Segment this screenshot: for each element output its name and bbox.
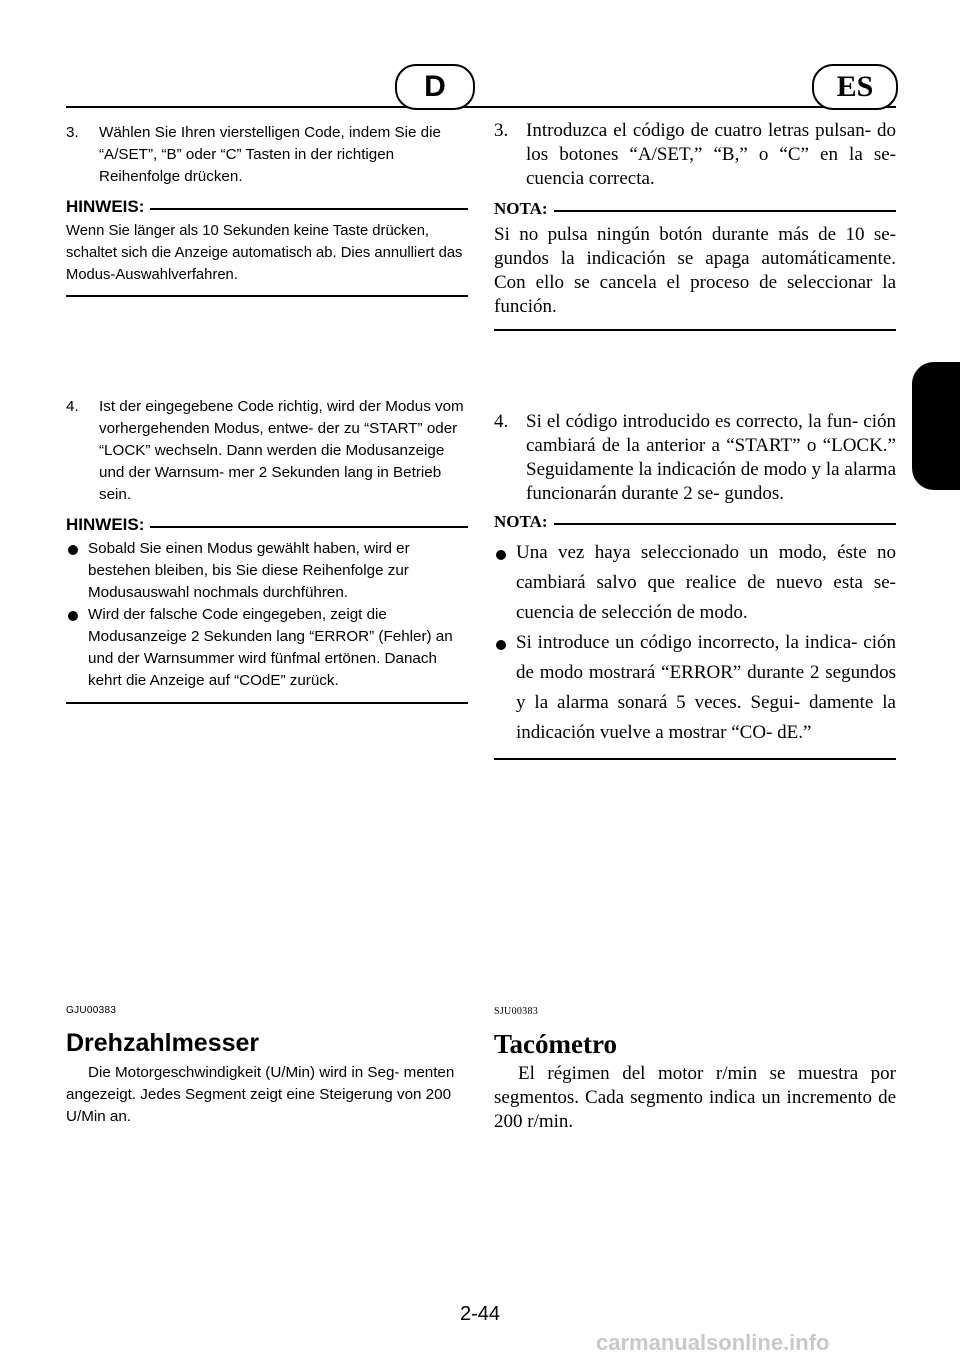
es-note1-rule: [554, 210, 896, 212]
es-note2-end-rule: [494, 758, 896, 760]
de-step4-text: Ist der eingegebene Code richtig, wird der Modus vom vorhergehenden Modus, entwe- der zu “START” oder “LOCK” wechseln. Dann werden die Modusanzeige und der Warnsum- mer 2 Sekunden lang in Betrieb sein.: [99, 398, 464, 503]
es-note2-bullet: [494, 628, 896, 748]
de-note2-bullet-text: Wird der falsche Code eingegeben, zeigt die Modusanzeige 2 Sekunden lang “ERROR” (Fehler) an und der Warnsummer wird fünfmal ertönen. Danach kehrt die Anzeige auf “COdE” zurück.: [88, 606, 453, 689]
es-step4: [494, 410, 896, 506]
de-note2-bullet: [66, 538, 468, 604]
es-note2-rule: [554, 523, 896, 525]
de-note2-heading: [66, 514, 468, 536]
de-note2-end-rule: [66, 702, 468, 704]
de-note2-label: HINWEIS:: [66, 515, 145, 534]
es-section-text: El régimen del motor r/min se muestra por segmentos. Cada segmento indica un incremento de 200 r/min.: [494, 1063, 896, 1132]
bullet-icon: [494, 542, 516, 632]
es-tachometer-section: [494, 1000, 896, 1134]
de-step3-text: Wählen Sie Ihren vierstelligen Code, indem Sie die “A/SET”, “B” oder “C” Tasten in der richtigen Reihenfolge drücken.: [99, 124, 441, 185]
de-section-title: Drehzahlmesser: [66, 1029, 260, 1057]
de-note1-end-rule: [66, 295, 468, 297]
de-step3-number: 3.: [66, 124, 79, 141]
de-section-text: Die Motorgeschwindigkeit (U/Min) wird in Seg- menten angezeigt. Jedes Segment zeigt eine Steigerung von 200 U/Min an.: [66, 1064, 455, 1125]
language-badge-es: ES: [812, 64, 898, 110]
language-badge-de: D: [395, 64, 475, 110]
de-tachometer-section: [66, 1000, 468, 1128]
es-note2-bullet-text: Una vez haya seleccionado un modo, éste no cambiará salvo que realice de nuevo esta se- cuencia de selección de modo.: [516, 542, 896, 623]
de-note2-bullet: [66, 604, 468, 692]
de-note1-text: Wenn Sie länger als 10 Sekunden keine Taste drücken, schaltet sich die Anzeige automatisch ab. Dies annulliert das Modus-Auswahlverfahren.: [66, 223, 463, 283]
es-note2-label: NOTA:: [494, 512, 548, 531]
es-step3-block: [494, 119, 896, 331]
chapter-thumb-tab: [912, 362, 960, 490]
de-step3: [66, 122, 468, 188]
de-step4: [66, 396, 468, 506]
es-note2-bullet-text: Si introduce un código incorrecto, la indica- ción de modo mostrará “ERROR” durante 2 segundos y la alarma sonará 5 veces. Segui- damente la indicación vuelve a mostrar “CO- dE.”: [516, 632, 896, 743]
es-section-title: Tacómetro: [494, 1029, 617, 1059]
es-section-code: SJU00383: [494, 1006, 539, 1017]
es-step3: [494, 119, 896, 191]
de-note1-label: HINWEIS:: [66, 197, 145, 216]
es-note1-text: Si no pulsa ningún botón durante más de 10 se- gundos la indicación se apaga automáticamente. Con ello se cancela el proceso de seleccionar la función.: [494, 224, 896, 317]
page-number: 2-44: [459, 1303, 501, 1325]
header-rule: [66, 106, 896, 108]
watermark: carmanualsonline.info: [596, 1330, 830, 1355]
es-step3-text: Introduzca el código de cuatro letras pulsan- do los botones “A/SET,” “B,” o “C” en la se- cuencia correcta.: [526, 120, 896, 189]
de-step3-block: [66, 122, 468, 297]
bullet-icon: [494, 632, 516, 752]
de-step4-number: 4.: [66, 398, 79, 415]
de-note1-rule: [150, 208, 468, 210]
es-note2-bullet: [494, 538, 896, 628]
de-note2-bullet-text: Sobald Sie einen Modus gewählt haben, wird er bestehen bleiben, bis Sie diese Reihenfolge zur Modusauswahl nochmals durchführen.: [88, 540, 410, 601]
bullet-icon: [66, 538, 88, 604]
es-step3-number: 3.: [494, 120, 509, 141]
bullet-icon: [66, 604, 88, 692]
es-step4-number: 4.: [494, 411, 509, 432]
es-step4-block: [494, 410, 896, 760]
es-note1-end-rule: [494, 329, 896, 331]
es-step4-text: Si el código introducido es correcto, la fun- ción cambiará de la anterior a “START” o “LOCK.” Seguidamente la indicación de modo y la alarma funcionarán durante 2 se- gundos.: [526, 411, 896, 504]
de-step4-block: [66, 396, 468, 704]
es-note2-heading: [494, 510, 896, 534]
de-section-code: GJU00383: [66, 1005, 117, 1016]
de-note1-heading: [66, 196, 468, 218]
es-note1-label: NOTA:: [494, 199, 548, 218]
de-note2-rule: [150, 526, 468, 528]
es-note1-heading: [494, 197, 896, 221]
